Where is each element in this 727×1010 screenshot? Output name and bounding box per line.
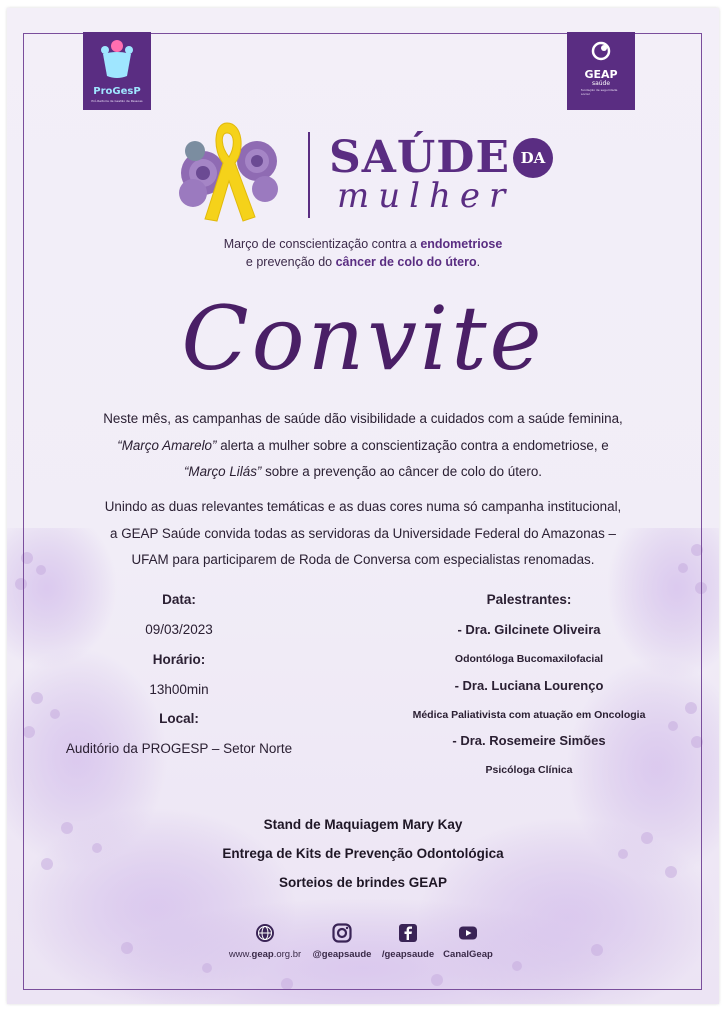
extra-item: Entrega de Kits de Prevenção Odontológica (222, 846, 504, 861)
marco-lilas: “Março Lilás” (183, 464, 262, 479)
extra-item: Sorteios de brindes GEAP (278, 875, 448, 890)
youtube-link[interactable] (435, 923, 501, 960)
invitation-line-1: Unindo as duas relevantes temáticas e as duas cores numa só campanha institucional, (104, 499, 622, 514)
progesp-name: ProGesP (93, 86, 141, 97)
awareness-line-1 (7, 237, 719, 251)
place-value: Auditório da PROGESP – Setor Norte (65, 741, 293, 756)
extra-item: Stand de Maquiagem Mary Kay (263, 817, 463, 832)
awareness-endometriosis: endometriose (420, 237, 503, 251)
website-prefix: www. (228, 949, 252, 960)
intro-line-3 (27, 459, 699, 486)
geap-logo (567, 32, 635, 110)
geap-tagline: saúde (591, 80, 611, 87)
intro-line-1: Neste mês, as campanhas de saúde dão visibilidade a cuidados com a saúde feminina, (103, 411, 623, 426)
invitation-line-2: a GEAP Saúde convida todas as servidoras da Universidade Federal do Amazonas – (110, 525, 616, 541)
brand-connector: DA (513, 138, 553, 178)
speaker-name: - Dra. Gilcinete Oliveira (457, 622, 601, 637)
youtube-icon (458, 923, 478, 943)
brand-divider (308, 132, 310, 218)
time-value: 13h00min (149, 682, 209, 697)
instagram-link[interactable] (307, 923, 377, 960)
globe-icon (255, 923, 275, 943)
place-label: Local: (159, 711, 199, 726)
speaker-name: - Dra. Luciana Lourenço (454, 678, 604, 693)
invitation-line-3: UFAM para participarem de Roda de Conversa com especialistas renomadas. (131, 552, 595, 567)
invitation-page (7, 8, 719, 1004)
awareness-line-2 (7, 255, 719, 269)
intro-line-2 (27, 433, 699, 460)
website-link[interactable] (225, 923, 305, 960)
progesp-logo (83, 32, 151, 110)
website-domain: geap (251, 949, 274, 960)
date-value: 09/03/2023 (145, 622, 213, 637)
intro-line-2-text: alerta a mulher sobre a conscientização contra a endometriose, e (216, 437, 609, 453)
speaker-role: Odontóloga Bucomaxilofacial (454, 653, 604, 665)
geap-name: GEAP (584, 68, 618, 81)
geap-subtitle: fundação de seguridade social (581, 88, 618, 96)
marco-amarelo: “Março Amarelo” (117, 437, 217, 453)
intro-line-3-text: sobre a prevenção ao câncer de colo do útero. (261, 464, 543, 479)
brand-subtitle: mulher (337, 176, 515, 216)
social-links (7, 923, 719, 968)
facebook-link[interactable] (373, 923, 443, 960)
page-title: Convite (181, 287, 545, 390)
speaker-role: Médica Paliativista com atuação em Oncologia (412, 709, 646, 721)
facebook-icon (398, 923, 418, 943)
date-label: Data: (162, 592, 196, 607)
youtube-channel: CanalGeap (443, 949, 493, 960)
geap-emblem-icon (567, 32, 635, 66)
instagram-icon (332, 923, 352, 943)
awareness-ribbon-icon (165, 111, 290, 236)
speaker-role: Psicóloga Clínica (485, 764, 573, 776)
awareness-line-1-text: Março de conscientização contra a (223, 237, 421, 251)
brand-title: SAÚDE (329, 132, 510, 183)
instagram-handle: @geapsaude (312, 949, 372, 960)
awareness-line-2-end: . (476, 255, 481, 269)
website-text (225, 949, 305, 960)
awareness-line-2-text: e prevenção do (245, 255, 336, 269)
intro-paragraph (27, 406, 699, 486)
awareness-cervical-cancer: câncer de colo do útero (335, 255, 477, 269)
progesp-emblem-icon (83, 32, 151, 86)
progesp-subtitle: Pró-Reitoria de Gestão de Pessoas (91, 99, 143, 103)
speakers-label: Palestrantes: (486, 592, 572, 607)
website-suffix: .org.br (273, 949, 302, 960)
invitation-paragraph (27, 494, 699, 574)
facebook-handle: /geapsaude (381, 949, 435, 960)
speaker-name: - Dra. Rosemeire Simões (452, 733, 606, 748)
time-label: Horário: (152, 652, 206, 667)
